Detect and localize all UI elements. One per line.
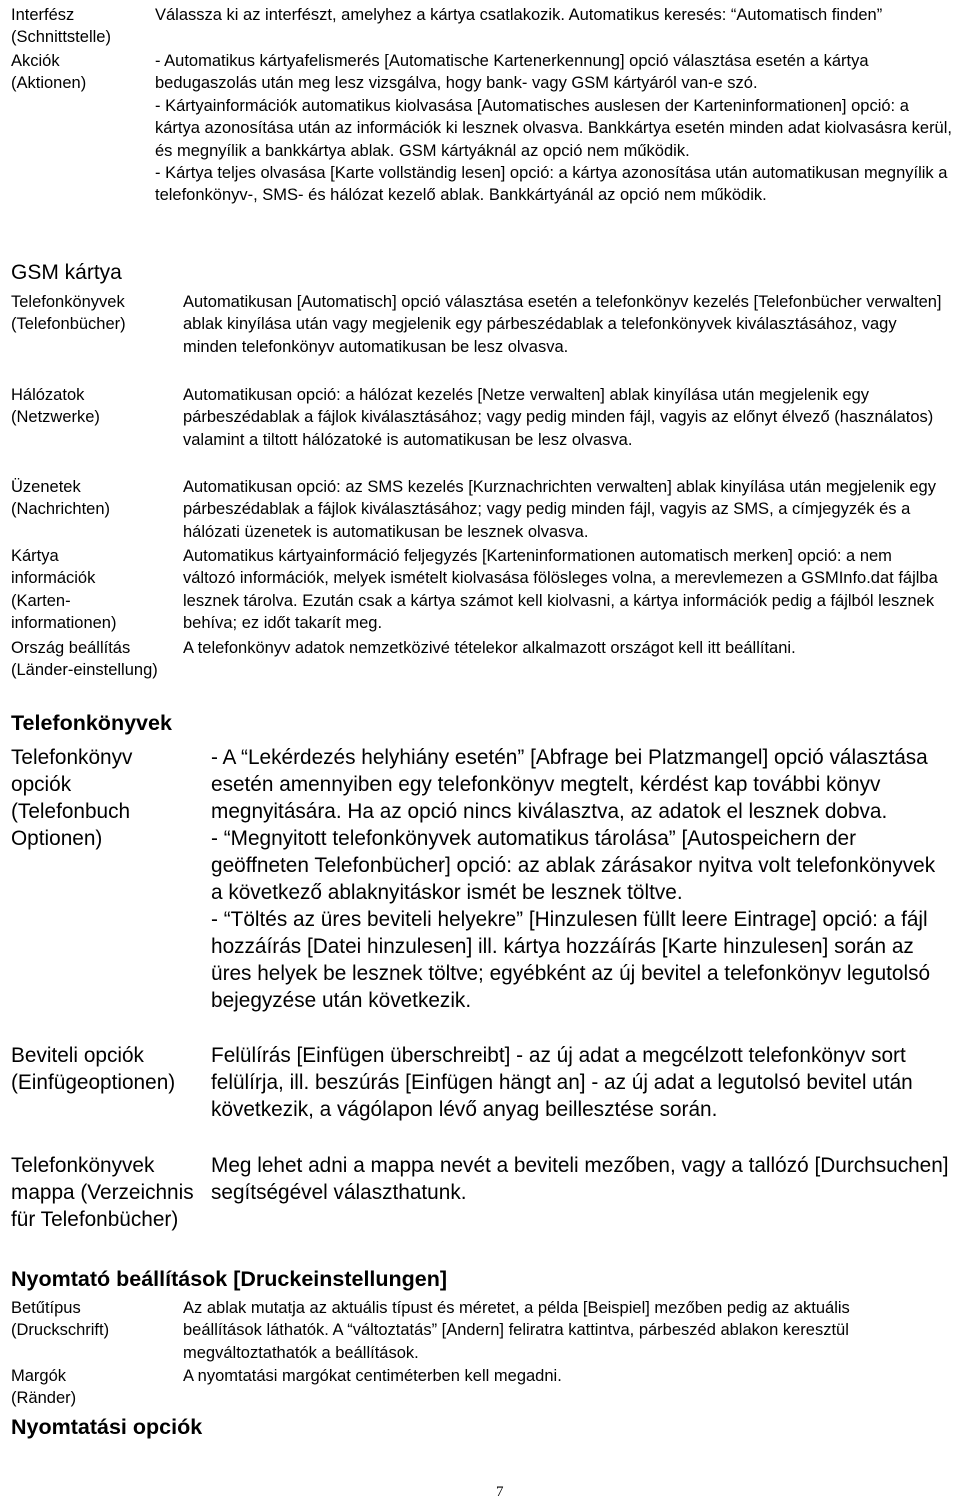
desc-insert-options: Felülírás [Einfügen überschreibt] - az új adat a megcélzott telefonkönyv sort felülírja, ill. beszúrás [Einfügen hängt an] - az új adat a legutolsó bevitel után következik, a vágólapon lévő anyag beillesztése során.: [211, 1044, 913, 1121]
desc-folder: Meg lehet adni a mappa nevét a beviteli mezőben, vagy a tallózó [Durchsuchen] segítségével választhatunk.: [211, 1154, 949, 1204]
term-messages: Üzenetek (Nachrichten): [11, 478, 111, 519]
page-number: 7: [496, 1484, 504, 1500]
desc-messages: Automatikusan opció: az SMS kezelés [Kurznachrichten verwalten] ablak kinyílása után megjelenik egy párbeszédablak a fájlok kiválasztásához; vagy pedig minden fájl, vagyis az SMS, a címjegyzék és a hálózati üzenetek is automatikusan be lesznek olvasva.: [183, 478, 936, 541]
term-phonebooks: Telefonkönyvek (Telefonbücher): [11, 293, 126, 334]
term-font: Betűtípus (Druckschrift): [11, 1299, 110, 1340]
desc-networks: Automatikusan opció: a hálózat kezelés [Netze verwalten] ablak kinyílása után megjelenik egy párbeszédablak a fájlok kiválasztásához; vagy pedig minden fájl, vagyis az előnyt élvező (használatos) valamint a tiltott hálózatoké is automatikusan be lesz olvasva.: [183, 386, 934, 449]
term-interface: Interfész (Schnittstelle): [11, 6, 111, 47]
desc-actions-p2: - Kártyainformációk automatikus kiolvasása [Automatisches auslesen der Karteninformationen] opció: a kártya azonosítása után az információk ki lesznek olvasva. Bankkártya esetén minden adat kiolvasásra kerül, és megnyílik a bankkártya ablak. GSM kártyáknál az opció nem működik.: [155, 96, 952, 160]
row-interface: [11, 4, 946, 47]
desc-font: Az ablak mutatja az aktuális típust és méretet, a példa [Beispiel] mezőben pedig az aktuális beállítások láthatók. A “változtatás” [Andern] feliratra kattintva, párbeszéd ablakon keresztül megváltoztathatók a beállítások.: [183, 1299, 850, 1362]
term-folder: Telefonkönyvek mappa (Verzeichnis für Telefonbücher): [11, 1154, 194, 1231]
term-margins: Margók (Ränder): [11, 1367, 77, 1408]
heading-phonebooks: Telefonkönyvek: [11, 711, 172, 735]
desc-phonebook-options-p1: - A “Lekérdezés helyhiány esetén” [Abfrage bei Platzmangel] opció választása esetén amennyiben egy telefonkönyv megtelt, kérdést kap további könyv megnyitására. Ha az opció nincs kiválasztva, az adatok el lesznek dobva.: [211, 746, 928, 823]
heading-print-settings: Nyomtató beállítások [Druckeinstellungen]: [11, 1267, 448, 1291]
term-phonebook-options: Telefonkönyv opciók (Telefonbuch Optionen): [11, 746, 133, 850]
desc-card-info: Automatikus kártyainformáció feljegyzés [Karteninformationen automatisch merken] opció: a nem változó információk, melyek ismételt kiolvasása fölösleges volna, a merevlemezen a GSMInfo.dat fájlba lesznek tárolva. Ezután csak a kártya számot kell kiolvasni, a kártya információk pedig a fájlból lesznek behíva; ez időt takarít meg.: [183, 547, 938, 633]
desc-interface: Válassza ki az interfészt, amelyhez a kártya csatlakozik. Automatikus keresés: “Automatisch finden”: [155, 6, 883, 24]
desc-country: A telefonkönyv adatok nemzetközivé tételekor alkalmazott országot kell itt beállítani.: [183, 639, 796, 657]
desc-phonebook-options-p2: - “Megnyitott telefonkönyvek automatikus tárolása” [Autospeichern der geöffneten Telefonbücher] opció: az ablak zárásakor nyitva volt telefonkönyvek a következő ablaknyitáskor ismét be lesznek töltve.: [211, 827, 936, 904]
desc-phonebooks: Automatikusan [Automatisch] opció választása esetén a telefonkönyv kezelés [Telefonbücher verwalten] ablak kinyílása után vagy megjelenik egy párbeszédablak a telefonkönyvek kiválasztásához, vagy minden telefonkönyv automatikusan be lesz olvasva.: [183, 293, 942, 356]
desc-phonebook-options: [211, 744, 951, 1014]
desc-margins: A nyomtatási margókat centiméterben kell megadni.: [183, 1367, 562, 1385]
term-card-info: Kártya információk (Karten-informationen): [11, 547, 117, 633]
desc-actions-p1: - Automatikus kártyafelismerés [Automatische Kartenerkennung] opció választása esetén a kártya bedugaszolás után meg lesz vizsgálva, hogy bank- vagy GSM kártyáról van-e szó.: [155, 52, 869, 93]
heading-gsm: GSM kártya: [11, 261, 122, 284]
desc-actions-p3: - Kártya teljes olvasása [Karte vollständig lesen] opció: a kártya azonosítása után automatikusan megnyílik a telefonkönyv-, SMS- és hálózat kezelő ablak. Bankkártyánál az opció nem működik.: [155, 164, 948, 205]
heading-print-options: Nyomtatási opciók: [11, 1415, 203, 1439]
term-networks: Hálózatok (Netzwerke): [11, 386, 100, 427]
desc-actions: [155, 50, 955, 207]
desc-phonebook-options-p3: - “Töltés az üres beviteli helyekre” [Hinzulesen füllt leere Eintrage] opció: a fájl hozzáírás [Datei hinzulesen] ill. kártya hozzáírás [Karte hinzulesen] során az üres helyek be lesznek töltve; egyébként az új bevitel a telefonkönyv legutolsó bejegyzése után következik.: [211, 908, 931, 1012]
term-actions: Akciók (Aktionen): [11, 52, 87, 93]
term-country: Ország beállítás (Länder-einstellung): [11, 639, 158, 680]
term-insert-options: Beviteli opciók (Einfügeoptionen): [11, 1044, 176, 1094]
